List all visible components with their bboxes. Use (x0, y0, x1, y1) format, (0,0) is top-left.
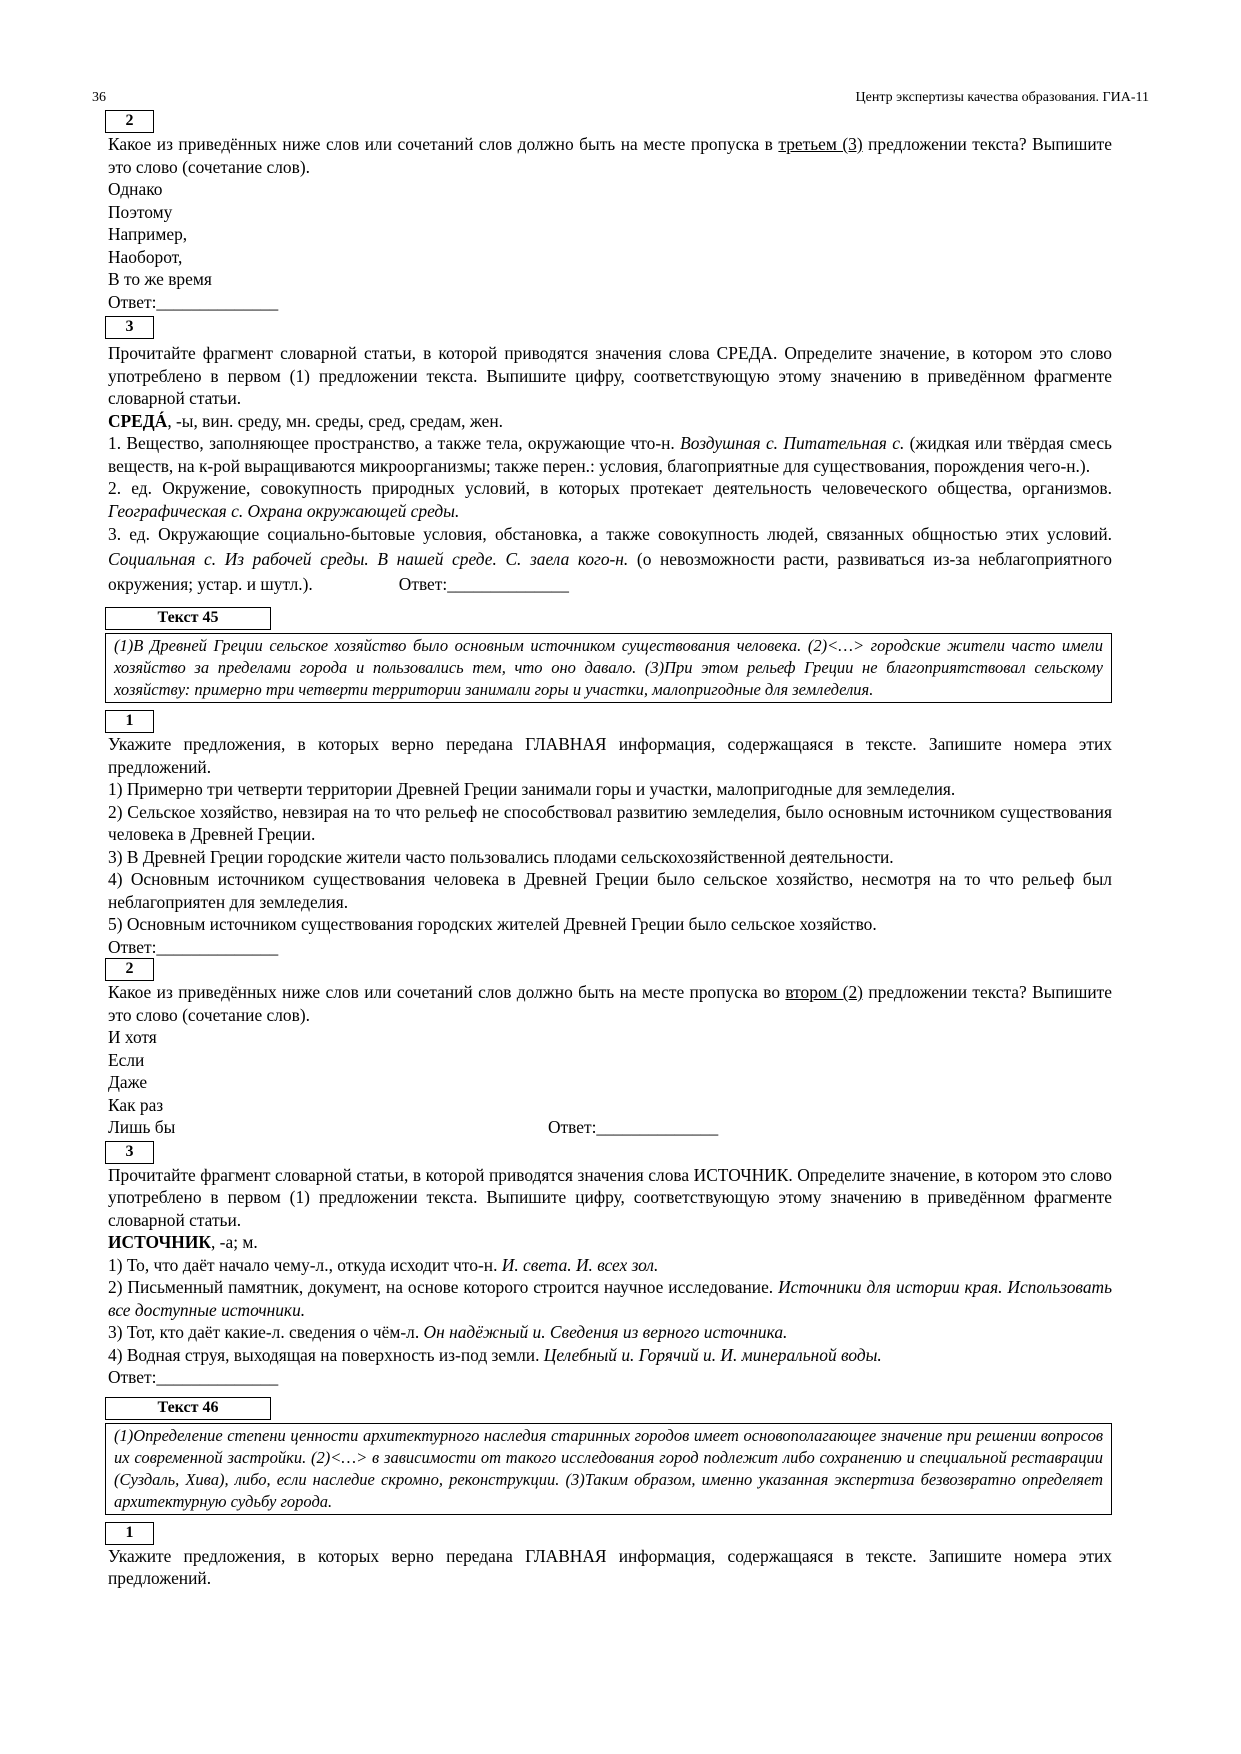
task-intro: Укажите предложения, в которых верно передана ГЛАВНАЯ информация, содержащаяся в тексте. Запишите номера этих предложений. (108, 734, 1112, 777)
task-block (108, 1522, 1112, 1590)
task-number: 2 (105, 958, 154, 981)
meaning-example: Социальная с. Из рабочей среды. В нашей среде. С. заела кого-н. (108, 549, 629, 569)
statement: 3) В Древней Греции городские жители часто пользовались плодами сельскохозяйственной деятельности. (108, 846, 894, 867)
text-body: (1)В Древней Греции сельское хозяйство было основным источником существования человека. (2)<…> городские жители часто имели хозяйство за пределами города и пользовались тем, что оно давало. (3)При этом рельеф Греции не благоприятствовал сельскому хозяйству: примерно три четверти территории занимали горы и участки, малопригодные для земледелия. (105, 633, 1112, 703)
text-block (108, 1397, 1112, 1515)
task-block (108, 710, 1112, 958)
task-question (108, 981, 1112, 1026)
page-number: 36 (92, 90, 106, 105)
option: Например, (108, 224, 188, 244)
dict-meaning-4 (108, 1344, 1112, 1367)
head-grammar: , -а; м. (210, 1232, 258, 1252)
statement: 5) Основным источником существования городских жителей Древней Греции было сельское хозяйство. (108, 914, 877, 934)
dict-head (108, 1231, 1112, 1254)
option: Как раз (108, 1094, 164, 1115)
task-question (108, 133, 1112, 178)
question-underlined: втором (2) (785, 982, 863, 1002)
question-text-end: предложении текста? Выпишите это слово (сочетание слов). (108, 134, 1113, 177)
meaning-example: Источники для истории края. Использовать все доступные источники. (108, 1277, 1112, 1320)
option: Однако (108, 179, 163, 199)
document-content (108, 110, 1112, 1590)
head-word: СРЕДÁ (108, 410, 168, 431)
text-title: Текст 45 (105, 607, 271, 630)
head-word: ИСТОЧНИК (108, 1232, 211, 1252)
option-with-answer (108, 1116, 1112, 1139)
meaning-text: 2) Письменный памятник, документ, на основе которого строится научное исследование. (108, 1277, 779, 1297)
task-block (108, 958, 1112, 1139)
dict-meaning-3 (108, 1321, 1112, 1344)
task-block (108, 110, 1112, 313)
meaning-example: Он надёжный и. Сведения из верного источника. (423, 1322, 788, 1342)
text-block (108, 607, 1112, 703)
statement: 4) Основным источником существования человека в Древней Греции было сельское хозяйство, несмотря на то что рельеф был неблагоприятен для земледелия. (108, 869, 1112, 912)
task-block (108, 316, 1112, 597)
task-number: 1 (105, 710, 154, 733)
meaning-text: 1. Вещество, заполняющее пространство, а также тела, окружающие что-н. (108, 433, 681, 453)
meaning-example: Целебный и. Горячий и. И. минеральной воды. (543, 1344, 882, 1365)
meaning-example: И. света. И. всех зол. (501, 1254, 659, 1275)
option: Наоборот, (108, 246, 183, 267)
question-underlined: третьем (3) (778, 134, 863, 154)
task-intro: Прочитайте фрагмент словарной статьи, в которой приводятся значения слова ИСТОЧНИК. Определите значение, в котором это слово употреблено в первом (1) предложении текста. Выпишите цифру, соответствующую этому значению в приведённом фрагменте словарной статьи. (108, 1164, 1112, 1230)
dict-meaning-1 (108, 1254, 1112, 1277)
option: Поэтому (108, 201, 173, 222)
text-title: Текст 46 (105, 1397, 271, 1420)
question-text: Какое из приведённых ниже слов или сочетаний слов должно быть на месте пропуска в (108, 134, 779, 154)
question-text-end: предложении текста? Выпишите это слово (сочетание слов). (108, 982, 1112, 1025)
option: Лишь бы (108, 1117, 176, 1137)
option: В то же время (108, 269, 212, 289)
dict-meaning-3 (108, 522, 1112, 597)
answer-line[interactable]: Ответ:______________ (108, 936, 279, 957)
text-body: (1)Определение степени ценности архитектурного наследия старинных городов имеет основополагающее значение при решении вопросов их современной застройки. (2)<…> в зависимости от такого исследования город подлежит либо сохранению и специальной реставрации (Суздаль, Хива), либо, если наследие скромно, реконструкции. (3)Таким образом, именно указанная экспертиза безвозвратно определяет архитектурную судьбу города. (105, 1423, 1112, 1515)
meaning-example: Географическая с. Охрана окружающей среды. (108, 500, 460, 521)
option: И хотя (108, 1027, 157, 1047)
answer-line[interactable]: Ответ:______________ (108, 1367, 279, 1387)
dict-meaning-1 (108, 432, 1112, 477)
task-number: 1 (105, 1522, 154, 1545)
option: Даже (108, 1072, 148, 1092)
meaning-note: (жидкая или твёрдая смесь веществ, на к-рой выращиваются микроорганизмы; также перен.: условия, благоприятные для существования, порождения чего-н.). (108, 433, 1112, 476)
meaning-text: 4) Водная струя, выходящая на поверхность из-под земли. (108, 1344, 544, 1365)
meaning-text: 3) Тот, кто даёт какие-л. сведения о чём-л. (108, 1322, 424, 1342)
meaning-note: (о невозможности расти, развиваться из-за неблагоприятного окружения; устар. и шутл.). (108, 549, 1113, 594)
task-intro: Укажите предложения, в которых верно передана ГЛАВНАЯ информация, содержащаяся в тексте. Запишите номера этих предложений. (108, 1545, 1112, 1588)
meaning-text: 2. ед. Окружение, совокупность природных условий, в которых протекает деятельность человеческого общества, организмов. (108, 478, 1112, 498)
answer-line[interactable]: Ответ:______________ (398, 574, 569, 594)
statement: 1) Примерно три четверти территории Древней Греции занимали горы и участки, малопригодные для земледелия. (108, 779, 956, 799)
task-intro: Прочитайте фрагмент словарной статьи, в которой приводятся значения слова СРЕДА. Определите значение, в котором это слово употреблено в первом (1) предложении текста. Выпишите цифру, соответствующую этому значению в приведённом фрагменте словарной статьи. (108, 343, 1112, 408)
dict-meaning-2 (108, 1276, 1112, 1321)
page-header-title: Центр экспертизы качества образования. ГИА-11 (855, 90, 1149, 105)
dict-meaning-2 (108, 477, 1112, 522)
answer-line[interactable]: Ответ:______________ (108, 291, 279, 312)
answer-line[interactable]: Ответ:______________ (548, 1117, 719, 1137)
statement: 2) Сельское хозяйство, невзирая на то что рельеф не способствовал развитию земледелия, было основным источником существования человека в Древней Греции. (108, 801, 1112, 844)
dict-head (108, 410, 1112, 433)
head-grammar: , -ы, вин. среду, мн. среды, сред, средам, жен. (167, 410, 504, 431)
meaning-text: 1) То, что даёт начало чему-л., откуда исходит что-н. (108, 1254, 502, 1275)
task-number: 2 (105, 110, 154, 133)
task-number: 3 (105, 1141, 154, 1164)
task-number: 3 (105, 316, 154, 339)
meaning-example: Воздушная с. Питательная с. (680, 433, 905, 453)
question-text: Какое из приведённых ниже слов или сочетаний слов должно быть на месте пропуска во (108, 982, 786, 1002)
meaning-text: 3. ед. Окружающие социально-бытовые условия, обстановка, а также совокупность людей, связанных общностью этих условий. (108, 524, 1112, 544)
task-block (108, 1141, 1112, 1389)
option: Если (108, 1049, 145, 1070)
